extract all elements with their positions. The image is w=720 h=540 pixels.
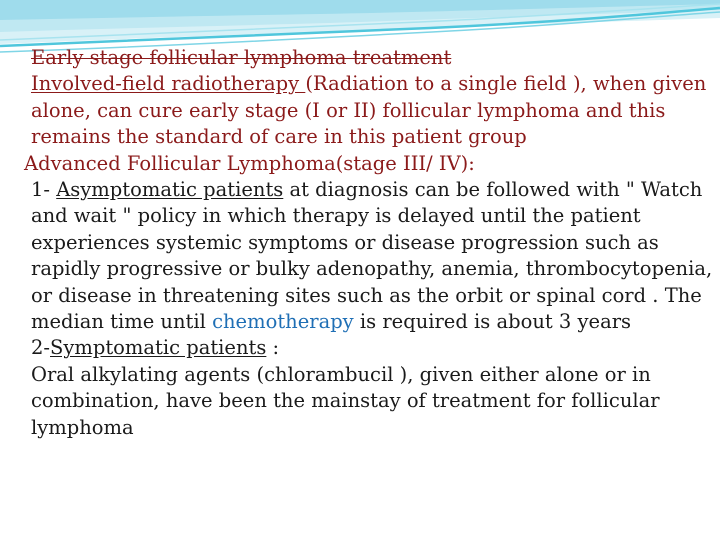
oral-alkylating-text: Oral alkylating agents (chlorambucil ), given either alone or in combination, have been the mainstay of treatment for follicular lymphoma	[31, 362, 660, 439]
radiotherapy-term: Involved-field radiotherapy	[31, 72, 306, 96]
oral-alkylating-paragraph	[14, 362, 714, 441]
asymptomatic-number: 1-	[31, 178, 57, 202]
asymptomatic-text: at diagnosis can be followed with " Watch and wait " policy in which therapy is delayed until the patient experiences systemic symptoms or disease progression such as rapidly progressive or bulky adenopathy, anemia, thrombocytopenia, or disease in threatening sites such as the orbit or spinal cord . The median time until	[31, 178, 713, 334]
symptomatic-line	[14, 335, 714, 361]
symptomatic-colon: :	[266, 336, 280, 360]
asymptomatic-text-end: is required is about 3 years	[353, 310, 632, 334]
radiotherapy-paragraph	[14, 71, 714, 150]
early-stage-line	[14, 45, 714, 71]
early-stage-title: Early stage follicular lymphoma treatment	[31, 46, 452, 69]
asymptomatic-paragraph	[14, 177, 714, 335]
slide-body	[14, 45, 714, 441]
symptomatic-number: 2-	[31, 336, 50, 360]
advanced-heading-text: Advanced Follicular Lymphoma(stage III/ IV):	[24, 151, 475, 175]
asymptomatic-term: Asymptomatic patients	[56, 178, 284, 202]
advanced-heading	[14, 151, 714, 177]
symptomatic-term: Symptomatic patients	[50, 336, 267, 360]
chemotherapy-highlight: chemotherapy	[212, 310, 354, 334]
radiotherapy-text: (Radiation to a single field ), when given alone, can cure early stage (I or II) follicular lymphoma and this remains the standard of care in this patient group	[31, 72, 707, 149]
